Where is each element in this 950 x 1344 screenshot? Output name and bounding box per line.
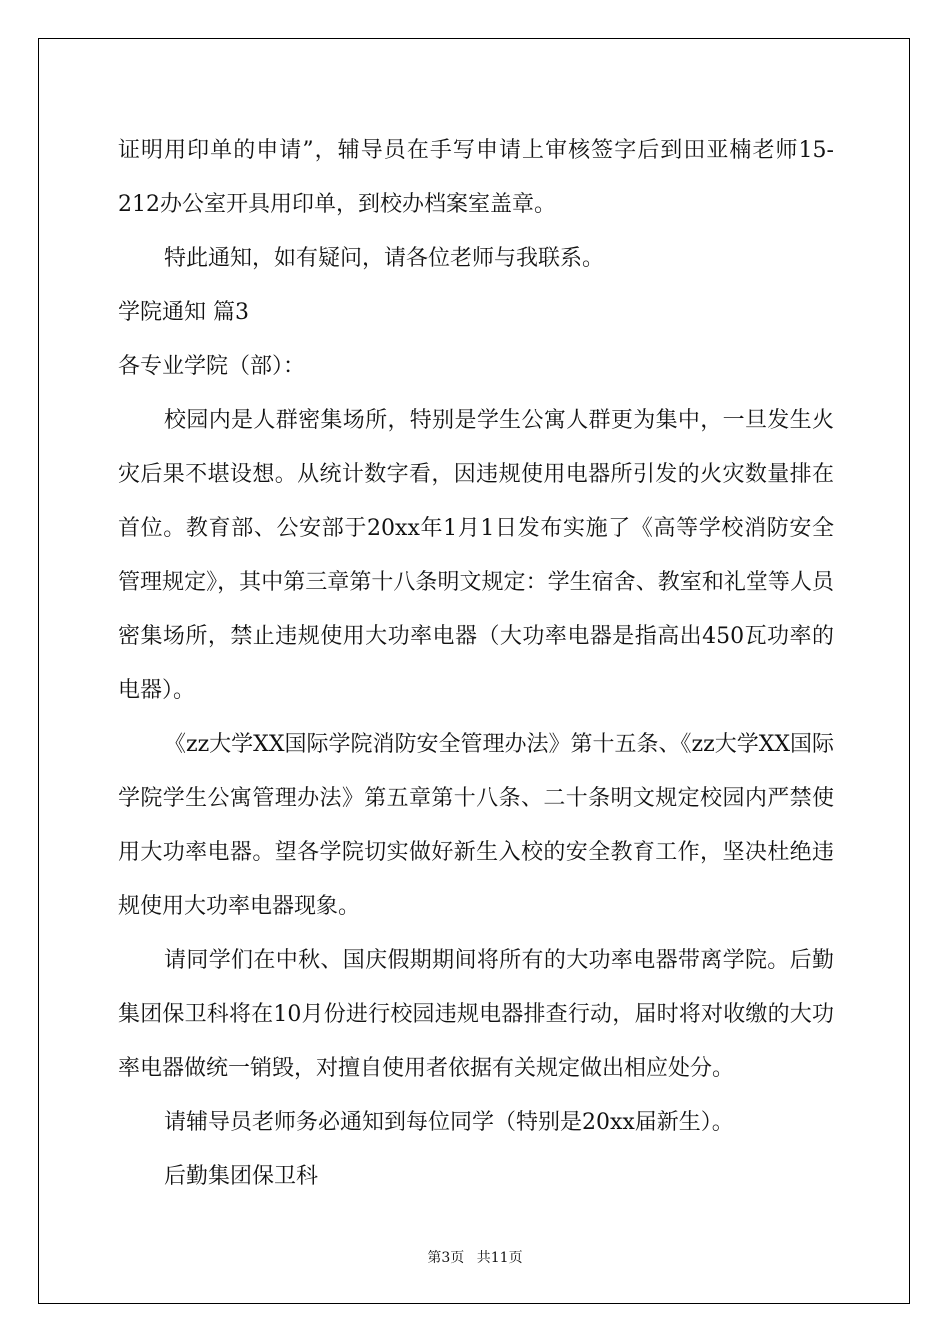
paragraph: 特此通知，如有疑问，请各位老师与我联系。: [164, 246, 605, 271]
page-total: 共11页: [476, 1250, 523, 1266]
salutation: 各专业学院（部）：: [118, 354, 306, 379]
paragraph: 请辅导员老师务必通知到每位同学（特别是20xx届新生）。: [164, 1110, 734, 1135]
paragraph: 证明用印单的申请”，辅导员在手写申请上审核签字后到田亚楠老师15-212办公室开具用印单，到校办档案室盖章。: [118, 138, 834, 217]
page-number: 第3页: [427, 1250, 465, 1266]
paragraph: 请同学们在中秋、国庆假期期间将所有的大功率电器带离学院。后勤集团保卫科将在10月份进行校园违规电器排查行动，届时将对收缴的大功率电器做统一销毁，对擅自使用者依据有关规定做出相应处分。: [118, 948, 834, 1081]
document-body: [118, 124, 834, 1204]
signature-line: 后勤集团保卫科: [164, 1164, 319, 1189]
paragraph: 《zz大学XX国际学院消防安全管理办法》第十五条、《zz大学XX国际学院学生公寓管理办法》第五章第十八条、二十条明文规定校园内严禁使用大功率电器。望各学院切实做好新生入校的安全教育工作，坚决杜绝违规使用大功率电器现象。: [118, 732, 835, 919]
page-footer: [0, 1247, 950, 1267]
section-heading: 学院通知 篇3: [118, 300, 249, 325]
paragraph: 校园内是人群密集场所，特别是学生公寓人群更为集中，一旦发生火灾后果不堪设想。从统计数字看，因违规使用电器所引发的火灾数量排在首位。教育部、公安部于20xx年1月1日发布实施了《高等学校消防安全管理规定》，其中第三章第十八条明文规定：学生宿舍、教室和礼堂等人员密集场所，禁止违规使用大功率电器（大功率电器是指高出450瓦功率的电器）。: [118, 408, 834, 703]
